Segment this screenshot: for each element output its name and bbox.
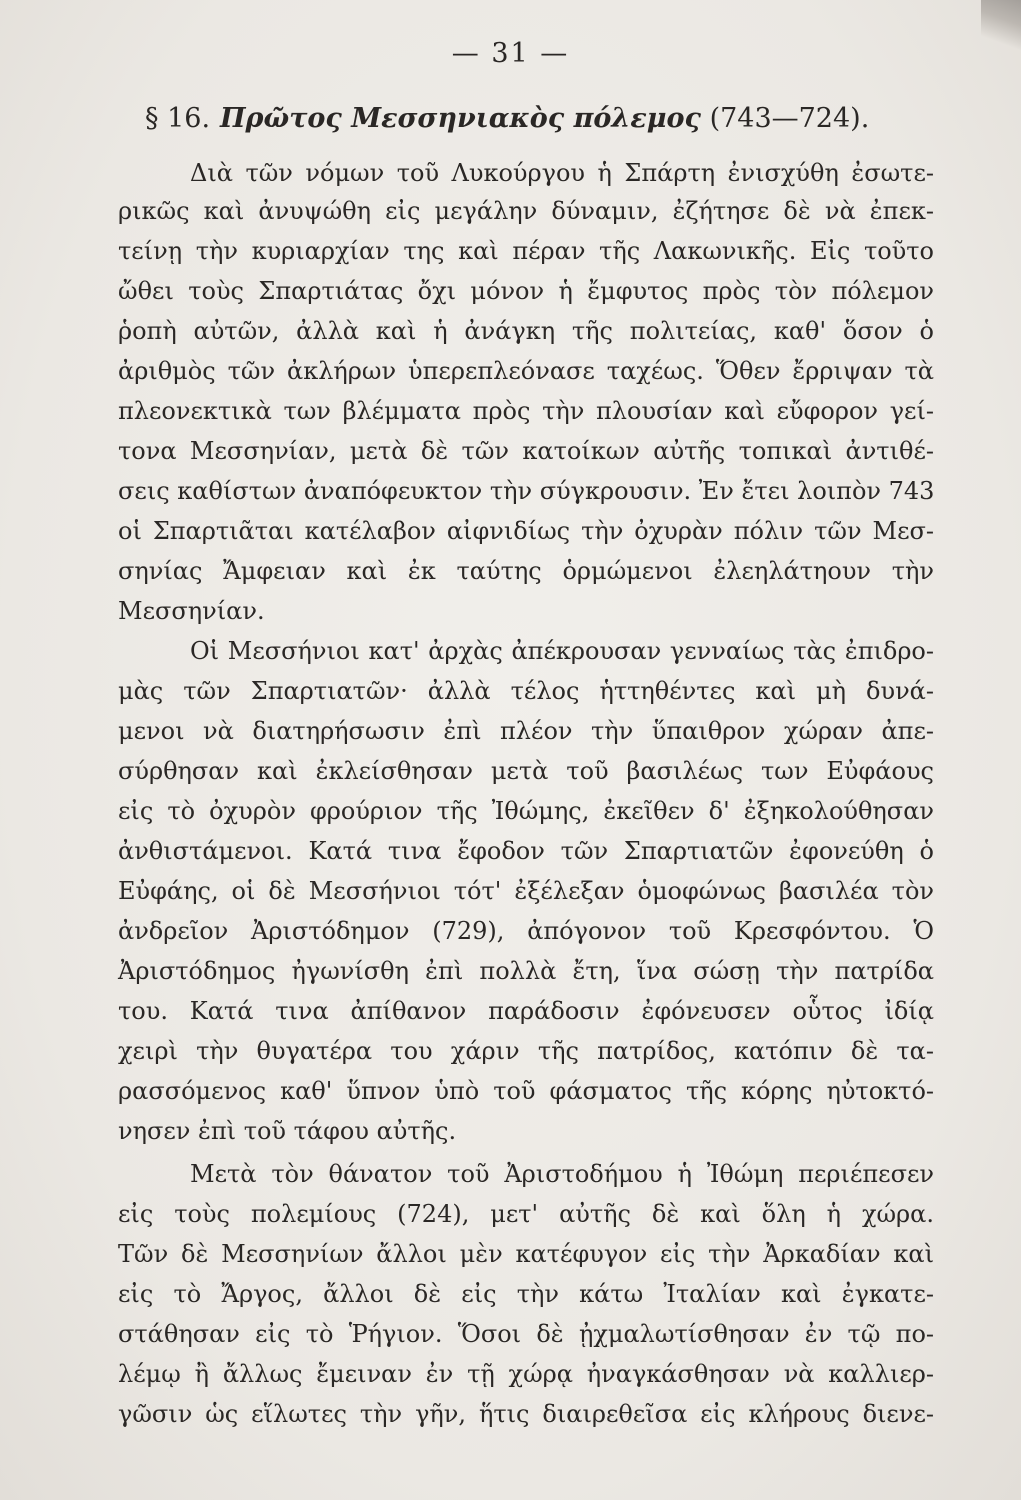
text-line: σηνίας Ἄμφειαν καὶ ἐκ ταύτης ὁρμώμενοι ἐλεηλάτηουν τὴν: [118, 557, 934, 585]
text-line: γῶσιν ὡς εἵλωτες τὴν γῆν, ἥτις διαιρεθεῖσα εἰς κλήρους διενε-: [118, 1400, 934, 1428]
section-dates: (743—724).: [709, 103, 870, 134]
text-line: οἱ Σπαρτιᾶται κατέλαβον αἰφνιδίως τὴν ὀχυρὰν πόλιν τῶν Μεσ-: [118, 517, 934, 545]
text-line: του. Κατά τινα ἀπίθανον παράδοσιν ἐφόνευσεν οὗτος ἰδίᾳ: [118, 997, 934, 1025]
text-line: Εὐφάης, οἱ δὲ Μεσσήνιοι τότ' ἐξέλεξαν ὁμοφώνως βασιλέα τὸν: [118, 877, 934, 905]
text-line: σύρθησαν καὶ ἐκλείσθησαν μετὰ τοῦ βασιλέως των Εὐφάους: [118, 757, 934, 785]
text-line: Τῶν δὲ Μεσσηνίων ἄλλοι μὲν κατέφυγον εἰς τὴν Ἀρκαδίαν καὶ: [118, 1240, 934, 1268]
section-symbol: § 16.: [145, 103, 211, 134]
text-line: Μεσσηνίαν.: [118, 597, 265, 625]
text-line: ρικῶς καὶ ἀνυψώθη εἰς μεγάλην δύναμιν, ἐζήτησε δὲ νὰ ἐπεκ-: [118, 197, 934, 225]
text-line: ρασσόμενος καθ' ὕπνον ὑπὸ τοῦ φάσματος τῆς κόρης ηὐτοκτό-: [118, 1077, 934, 1105]
text-line: Διὰ τῶν νόμων τοῦ Λυκούργου ἡ Σπάρτη ἐνισχύθη ἐσωτε-: [190, 159, 934, 187]
section-heading: [145, 103, 869, 134]
text-line: μὰς τῶν Σπαρτιατῶν· ἀλλὰ τέλος ἡττηθέντες καὶ μὴ δυνά-: [118, 677, 934, 705]
text-line: ῥοπὴ αὐτῶν, ἀλλὰ καὶ ἡ ἀνάγκη τῆς πολιτείας, καθ' ὅσον ὁ: [118, 317, 934, 345]
text-line: εἰς τὸ ὀχυρὸν φρούριον τῆς Ἰθώμης, ἐκεῖθεν δ' ἐξηκολούθησαν: [118, 797, 934, 825]
text-line: χειρὶ τὴν θυγατέρα του χάριν τῆς πατρίδος, κατόπιν δὲ τα-: [118, 1037, 934, 1065]
text-line: ἀνθιστάμενοι. Κατά τινα ἔφοδον τῶν Σπαρτιατῶν ἐφονεύθη ὁ: [118, 837, 934, 865]
text-line: Οἱ Μεσσήνιοι κατ' ἀρχὰς ἀπέκρουσαν γενναίως τὰς ἐπιδρο-: [190, 637, 934, 665]
section-title: Πρῶτος Μεσσηνιακὸς πόλεμος: [220, 103, 701, 134]
text-line: Ἀριστόδημος ἠγωνίσθη ἐπὶ πολλὰ ἔτη, ἵνα σώσῃ τὴν πατρίδα: [118, 957, 934, 985]
text-line: στάθησαν εἰς τὸ Ῥήγιον. Ὅσοι δὲ ᾐχμαλωτίσθησαν ἐν τῷ πο-: [118, 1320, 934, 1348]
text-line: πλεονεκτικὰ των βλέμματα πρὸς τὴν πλουσίαν καὶ εὔφορον γεί-: [118, 397, 934, 425]
text-line: ἀριθμὸς τῶν ἀκλήρων ὑπερεπλεόνασε ταχέως. Ὅθεν ἔρριψαν τὰ: [118, 357, 934, 385]
text-line: Μετὰ τὸν θάνατον τοῦ Ἀριστοδήμου ἡ Ἰθώμη περιέπεσεν: [190, 1160, 934, 1188]
text-line: εἰς τοὺς πολεμίους (724), μετ' αὐτῆς δὲ καὶ ὅλη ἡ χώρα.: [118, 1200, 934, 1228]
text-line: νησεν ἐπὶ τοῦ τάφου αὐτῆς.: [118, 1117, 457, 1145]
text-line: εἰς τὸ Ἄργος, ἄλλοι δὲ εἰς τὴν κάτω Ἰταλίαν καὶ ἐγκατε-: [118, 1280, 934, 1308]
text-line: ἀνδρεῖον Ἀριστόδημον (729), ἀπόγονον τοῦ Κρεσφόντου. Ὁ: [118, 917, 934, 945]
text-line: τείνῃ τὴν κυριαρχίαν της καὶ πέραν τῆς Λακωνικῆς. Εἰς τοῦτο: [118, 237, 934, 265]
page-number: — 31 —: [451, 38, 570, 69]
text-line: σεις καθίστων ἀναπόφευκτον τὴν σύγκρουσιν. Ἐν ἔτει λοιπὸν 743: [118, 477, 935, 505]
text-line: μενοι νὰ διατηρήσωσιν ἐπὶ πλέον τὴν ὕπαιθρον χώραν ἀπε-: [118, 717, 934, 745]
text-line: ὤθει τοὺς Σπαρτιάτας ὄχι μόνον ἡ ἔμφυτος πρὸς τὸν πόλεμον: [118, 277, 934, 305]
text-line: τονα Μεσσηνίαν, μετὰ δὲ τῶν κατοίκων αὐτῆς τοπικαὶ ἀντιθέ-: [118, 437, 934, 465]
text-line: λέμῳ ἢ ἄλλως ἔμειναν ἐν τῇ χώρᾳ ἠναγκάσθησαν νὰ καλλιερ-: [118, 1360, 934, 1388]
